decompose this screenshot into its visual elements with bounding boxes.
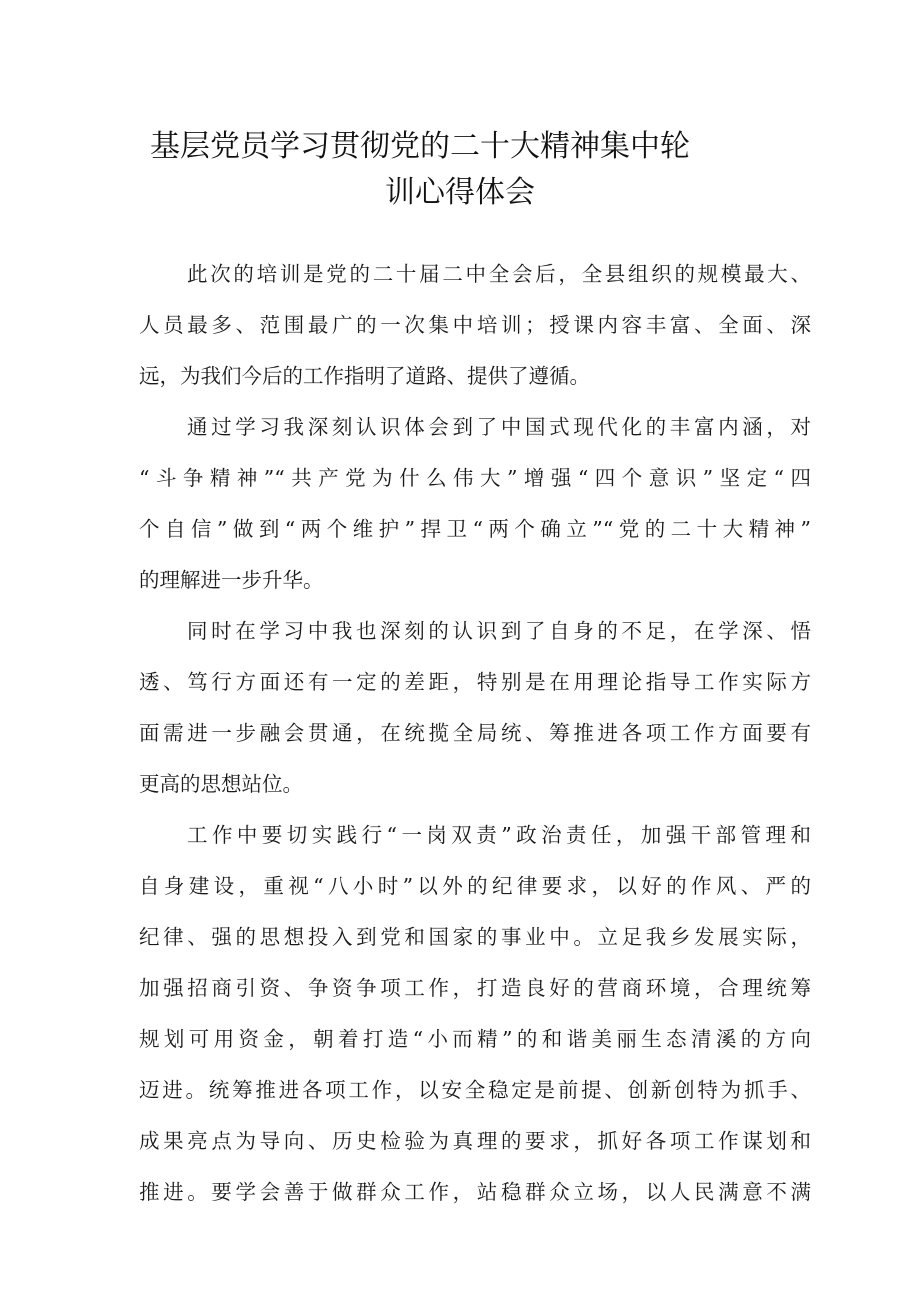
paragraph-line: 纪律、强的思想投入到党和国家的事业中。立足我乡发展实际， bbox=[139, 925, 811, 949]
document-title-line-1: 基层党员学习贯彻党的二十大精神集中轮 bbox=[150, 129, 690, 164]
paragraph-line: 规划可用资金，朝着打造“小而精”的和谐美丽生态清溪的方向 bbox=[139, 1027, 811, 1051]
paragraph-line: 面需进一步融会贯通，在统揽全局统、筹推进各项工作方面要有 bbox=[139, 721, 811, 745]
paragraph-line: 成果亮点为导向、历史检验为真理的要求，抓好各项工作谋划和 bbox=[139, 1129, 811, 1153]
paragraph-2 bbox=[139, 405, 811, 609]
paragraph-1 bbox=[139, 252, 811, 405]
paragraph-line: 远，为我们今后的工作指明了道路、提供了遵循。 bbox=[139, 364, 590, 388]
paragraph-line: 通过学习我深刻认识体会到了中国式现代化的丰富内涵，对 bbox=[187, 415, 811, 439]
paragraph-line: 同时在学习中我也深刻的认识到了自身的不足，在学深、悟 bbox=[187, 619, 811, 643]
document-title-line-2: 训心得体会 bbox=[385, 175, 535, 210]
paragraph-line: 个自信”做到“两个维护”捍卫“两个确立”“党的二十大精神” bbox=[139, 517, 811, 541]
paragraph-line: 迈进。统筹推进各项工作，以安全稳定是前提、创新创特为抓手、 bbox=[139, 1078, 811, 1102]
paragraph-line: 加强招商引资、争资争项工作，打造良好的营商环境，合理统筹 bbox=[139, 976, 811, 1000]
paragraph-line: 推进。要学会善于做群众工作，站稳群众立场，以人民满意不满 bbox=[139, 1180, 811, 1204]
paragraph-line: 透、笃行方面还有一定的差距，特别是在用理论指导工作实际方 bbox=[139, 670, 811, 694]
paragraph-line: 自身建设，重视“八小时”以外的纪律要求，以好的作风、严的 bbox=[139, 874, 811, 898]
document-body bbox=[139, 252, 811, 1221]
paragraph-line: 更高的思想站位。 bbox=[139, 772, 303, 796]
paragraph-line: 工作中要切实践行“一岗双责”政治责任，加强干部管理和 bbox=[187, 823, 811, 847]
paragraph-line: 此次的培训是党的二十届二中全会后，全县组织的规模最大、 bbox=[187, 262, 811, 286]
paragraph-3 bbox=[139, 609, 811, 813]
paragraph-line: 的理解进一步升华。 bbox=[139, 568, 324, 592]
paragraph-4 bbox=[139, 813, 811, 1221]
paragraph-line: 人员最多、范围最广的一次集中培训；授课内容丰富、全面、深 bbox=[139, 313, 811, 337]
paragraph-line: “斗争精神”“共产党为什么伟大”增强“四个意识”坚定“四 bbox=[139, 466, 811, 490]
